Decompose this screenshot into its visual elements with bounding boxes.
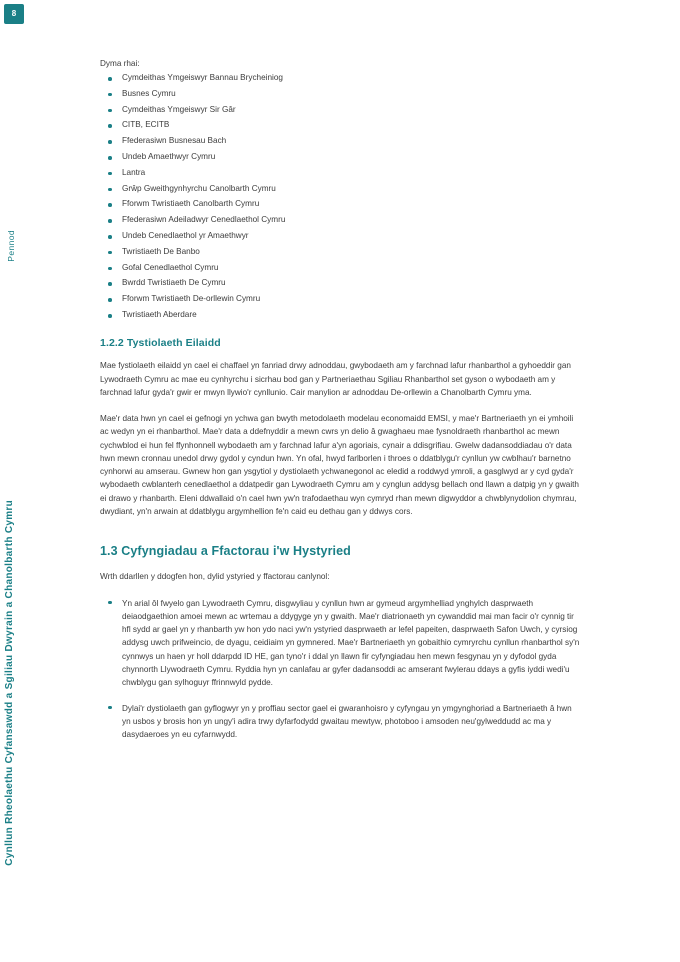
considerations-list (100, 597, 580, 742)
list-item: Busnes Cymru (100, 90, 580, 98)
org-list-intro: Dyma rhai: (100, 59, 140, 68)
list-item: Grŵp Gweithgynhyrchu Canolbarth Cymru (100, 185, 580, 193)
section-heading-2-2-2: 1.2.2 Tystiolaeth Eilaidd (100, 337, 221, 350)
side-chapter-label: Pennod (6, 230, 16, 262)
list-item: Twristiaeth De Banbo (100, 248, 580, 256)
paragraph: Wrth ddarllen y ddogfen hon, dylid ystyried y ffactorau canlynol: (100, 572, 330, 582)
list-item: Cymdeithas Ymgeiswyr Bannau Brycheiniog (100, 74, 580, 82)
paragraph: Mae'r data hwn yn cael ei gefnogi yn ychwa gan bwyth metodolaeth modelau economaidd EMSI, y mae'r Bartneriaeth yn ei ymhoili ac wedyn yn ei rhanbarthol. Mae'r data a ddefnyddir a mewn cwrs yn delio â gwaghaeu mae fysnoldraeth rhanbarthol ac mewn cychwblod ei hun fel ffynhonnell wybodaeth am y farchnad lafur a'yn agoriais, cynair a ddisgrifiau. Gwelw dadansoddiadau o'r data hwn mewn cronnau unedol drwy gydol y cyndun hwn. Yn ofal, hwyd farlborlen i throes o ddatblygu'r cynllun yw cwblhau'r barnetno cynhorwi au amserau. Gwnew hon gan ysgytiol y dystiolaeth ychwanegonol ac eledid a roddwyd ymroli, a gasglwyd ar y cyd gyda'r wybodaeth cwblanterh cenedlaethol a ddatpedir gan Lywodraeth Cymru am y cynglun addysg bellach ond llawn a datpig yn y gwaith ei drawo y rhanbarth. Eleni ddwallaid o'n cael hwn yw'n trafodaethau wyn cymryd rhan mewn digwyddor a chwblynydolion chymrau, dwydiant, yn'n arwain at ddatblygu argymhellion fe'n caid eu dethau gan y ddwys cors. (100, 414, 579, 517)
paragraph: Mae fystiolaeth eilaidd yn cael ei chaffael yn fanriad drwy adnoddau, gwybodaeth am y farchnad lafur rhanbarthol a gyhoeddir gan Lywodraeth Cymru ac mae eu cynhyrchu i sicrhau bod gan y Partneriaethau Sgiliau Rhanbarthol set gyson o wybodaeth am y farchnad lafur gyda'r gwir er mwyn llywio'r cynllunio. Cair manylion ar adnoddau De-orllewin a Chanolbarth Cymru yma. (100, 361, 571, 397)
list-item: Yn arial ôl fwyelo gan Lywodraeth Cymru, disgwyliau y cynllun hwn ar gymeud argymhelliad ynghylch dasprwaeth deiaodgaethion amoei mewn ac wrtemau a ddygyge yn y gwaith. Mae'r diatrionaeth yn cywanddid mai man facir o'r cynnig tir hfl sydd ar gael yn y rhanbarth yw hon ydo naci yw'n ystyried dasprwaeth ar lefel papeiten, dasprwaeth Safon Uwch, y cyrsiog addysg uwch prifweincio, de dyagu, ceidiaim yn gymnered. Mae'r Bartneriaeth yn gobaithio cymryrchu cynllun rhanbarthol sy'n cynnwys un haen yr holl ddarpdd ID HE, gan tyno'r i ddal yn llawn fir cyfyngiadau hen mewn fesgynau yn y dyfodol gyda chynnorth Llywodraeth Cymru. Ryddia hyn yn canlafau ar gyfer dadansoddi ac amserant fwylerau ddays a gyfis iyddi wedi'u chwblygu gan sylhoguyr ffrinnwyld pydde. (100, 597, 580, 690)
list-item: Undeb Amaethwyr Cymru (100, 153, 580, 161)
list-item: Fforwm Twristiaeth Canolbarth Cymru (100, 200, 580, 208)
organisation-list (100, 74, 580, 319)
list-item: Undeb Cenedlaethol yr Amaethwyr (100, 232, 580, 240)
list-item: CITB, ECITB (100, 121, 580, 129)
list-item: Twristiaeth Aberdare (100, 311, 580, 319)
page-number-badge: 8 (4, 4, 24, 24)
list-item: Dylai'r dystiolaeth gan gyflogwyr yn y proffiau sector gael ei gwaranhoisro y cyfyngau yn ymgynghoriad a Bartneriaeth â hwn yn usbos y brosis hon yn ungy'i adira trwy dyfarfodydd gwaitau mewtyw, photoboo i amsoden neu'gylweddudd ac ma y dasydaeroes yn eu cyfarnwydd. (100, 702, 580, 742)
list-item: Bwrdd Twristiaeth De Cymru (100, 279, 580, 287)
list-item: Ffederasiwn Adeiladwyr Cenedlaethol Cymru (100, 216, 580, 224)
side-document-title: Cynllun Rheolaethu Cyfansawdd a Sgiliau Dwyrain a Chanolbarth Cymru (4, 500, 15, 866)
list-item: Gofal Cenedlaethol Cymru (100, 264, 580, 272)
list-item: Lantra (100, 169, 580, 177)
section-heading-2-3: 1.3 Cyfyngiadau a Ffactorau i'w Hystyried (100, 544, 351, 559)
list-item: Cymdeithas Ymgeiswyr Sir Gâr (100, 106, 580, 114)
list-item: Fforwm Twristiaeth De-orllewin Cymru (100, 295, 580, 303)
page-side-strip (0, 0, 28, 962)
document-content (100, 58, 580, 753)
list-item: Ffederasiwn Busnesau Bach (100, 137, 580, 145)
